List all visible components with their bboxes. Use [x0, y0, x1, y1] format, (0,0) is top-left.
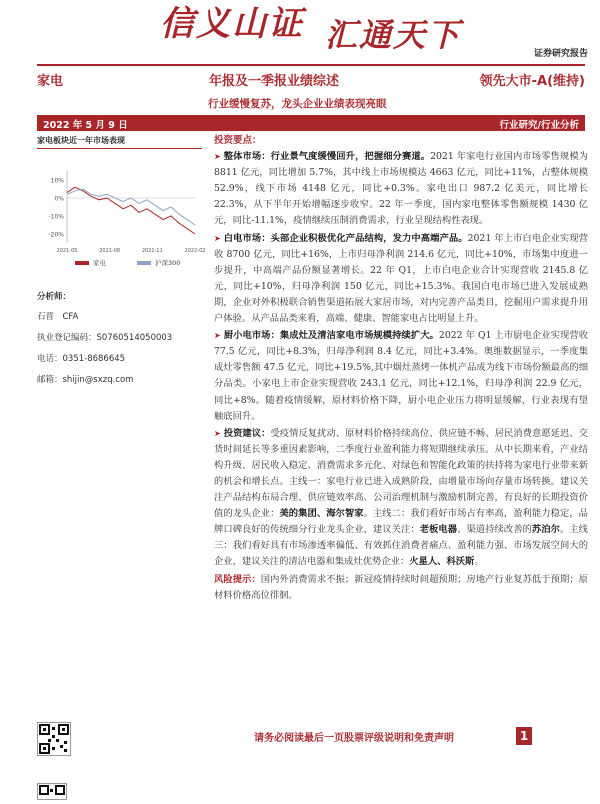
- points-heading: 投资要点：: [214, 135, 262, 146]
- paragraph-lead: 投资建议：: [223, 427, 271, 439]
- date-bar: [37, 115, 585, 131]
- analyst-name: 石晋 CFA: [37, 312, 79, 322]
- x-tick-label: 2021-08: [99, 248, 121, 254]
- arrow-icon: ➤: [214, 428, 221, 438]
- report-category: 行业研究/行业分析: [499, 120, 579, 131]
- x-tick-label: 2021-11: [141, 248, 163, 254]
- qr-code-image-small: [37, 783, 67, 800]
- paragraph-text: 受疫情反复扰动、原材料价格持续高位、供应链不畅、居民消费意愿延迟、交货时间延长等多重因素影响，二季度行业盈利能力将短期继续承压。从中长期来看，产业结构升级、居民收入稳定、消费需求多元化、对绿色和智能化政策的扶持将为家电行业带来新的机会和增长点。主线一：家电行业已进入成熟阶段，由增量市场向存量市场转换。建议关注产品结构布局合理、供应链效率高、公司治理机制与激励机制完善，有良好的长期投资价值的龙头企业：: [214, 427, 588, 520]
- header-divider: [37, 64, 585, 66]
- x-tick-label: 2022-02: [184, 248, 206, 254]
- paragraph-text: 、渠道持续改善的: [457, 524, 532, 536]
- slogan-right: 汇通天下: [325, 16, 462, 54]
- header-banner: [0, 0, 600, 62]
- arrow-icon: ➤: [214, 152, 221, 162]
- paragraph-lead: 厨小电市场：集成灶及清洁家电市场规模持续扩大。: [223, 330, 439, 342]
- qr-code-svg-small: [38, 784, 66, 800]
- paragraph-kitchen-small: [214, 328, 588, 425]
- y-tick-label: -10%: [48, 213, 64, 221]
- y-tick-label: 0%: [54, 195, 64, 203]
- paragraph-text: 2022 年 Q1 上市厨电企业实现营收 77.5 亿元，同比+8.3%，归母净利润 8.4 亿元，同比+3.4%。奥维数据显示，一季度集成灶零售额 47.5 亿元，同比+19.5%,其中烟灶蒸烤一体机产品成为线下市场份额最高的细分品类。小家电上市企业实现营收 243.1 亿元，同比+12.1%，归母净利润 22.9 亿元，同比+8%。随着疫情缓解，原材料价格下降，厨小电企业压力将明显缓解，行业表现有望触底回升。: [214, 330, 588, 422]
- legend-swatch: [137, 261, 151, 265]
- series-line-2: [67, 189, 195, 225]
- market-chart-svg: [37, 165, 206, 285]
- analyst-phone: 电话：0351-8686645: [37, 354, 126, 364]
- stock-names: 火星人、科沃斯: [409, 556, 475, 568]
- y-tick-label: 10%: [50, 177, 64, 185]
- stock-names: 苏泊尔: [531, 524, 560, 536]
- legend-label: 家电: [93, 259, 106, 267]
- report-title: 年报及一季报业绩综述: [209, 74, 340, 89]
- market-chart: [37, 165, 206, 289]
- sector-label: 家电: [37, 74, 64, 89]
- slogan-left: 信义山证: [160, 4, 304, 44]
- paragraph-text: 。主线二：我们看好市场占有率高，盈利能力稳定，品牌口碑良好的传统细分行业龙头企业，建议关注：: [214, 508, 588, 536]
- analyst-cert: 执业登记编码：S0760514050003: [37, 333, 173, 343]
- paragraph-text: 2021 年家电行业国内市场零售规模为 8811 亿元，同比增加 5.7%，其中线上市场规模达 4663 亿元，同比+11%，占整体规模 52.9%，线下市场 4148 亿元，同比+0.3%。家电出口 987.2 亿美元，同比增长 22.3%，从下半年开始增幅逐步收窄。22 年一季度，国内家电整体零售额规模 1430 亿元，同比-11.1%，疫情继续压制消费需求，行业呈现结构性表现。: [214, 151, 588, 227]
- report-date: 2022 年 5 月 9 日: [43, 120, 128, 131]
- paragraph-lead: 整体市场：行业景气度缓慢回升，把握细分赛道。: [223, 151, 431, 163]
- analyst-email[interactable]: 邮箱：shijin@sxzq.com: [37, 375, 134, 385]
- paragraph-lead: 白电市场：头部企业积极优化产品结构，发力中高端产品。: [223, 232, 468, 244]
- rating-label: 领先大市-A(维持): [479, 74, 585, 89]
- document-type: 证券研究报告: [533, 49, 588, 59]
- left-column: [37, 133, 206, 289]
- stock-names: 老板电器: [419, 524, 458, 536]
- paragraph-overall-market: [214, 149, 588, 229]
- report-body: [214, 133, 588, 605]
- paragraph-white-goods: [214, 231, 588, 328]
- arrow-icon: ➤: [214, 233, 221, 243]
- stock-names: 美的集团、海尔智家: [279, 508, 364, 520]
- chart-title: 家电板块近一年市场表现: [37, 133, 202, 149]
- page-number: 1: [516, 727, 532, 745]
- legend-label: 沪深300: [155, 259, 181, 267]
- qr-code-svg: [38, 723, 70, 755]
- arrow-icon: ➤: [214, 331, 221, 341]
- x-tick-label: 2021-05: [56, 248, 78, 254]
- title-row: [37, 70, 585, 90]
- qr-code-image: [37, 722, 71, 756]
- analyst-heading: 分析师：: [37, 292, 72, 302]
- series-line-1: [67, 187, 195, 234]
- paragraph-text: 。主线三：我们看好具有市场渗透率偏低、有效抓住消费者痛点、盈利能力强、市场发展空间大的企业，建议关注的清洁电器和集成灶优势企业：: [214, 524, 588, 568]
- paragraph-text: 。: [474, 556, 484, 568]
- risk-text: 国内外消费需求不振；新冠疫情持续时间超预期；房地产行业复苏低于预期；原材料价格高位徘徊。: [214, 573, 588, 601]
- y-tick-label: -20%: [48, 231, 64, 239]
- disclaimer-note[interactable]: 请务必阅读最后一页股票评级说明和免责声明: [254, 733, 454, 744]
- analyst-info: [37, 290, 212, 394]
- risk-heading: 风险提示：: [214, 573, 261, 585]
- report-subtitle: 行业缓慢复苏，龙头企业业绩表现亮眼: [208, 98, 387, 110]
- paragraph-risk: [214, 572, 588, 604]
- paragraph-text: 2021 年上市白电企业实现营收 8700 亿元，同比+16%，上市归母净利润 214.6 亿元，同比+10%，市场集中度进一步提升，中高端产品份额显著增长。22 年 Q1，上市白电企业合计实现营收 2145.8 亿元，同比+10%，归母净利润 150 亿元，同比+15.3%。我国白电市场已进入发展成熟期，企业对外积极联合销售渠道拓展大家居市场，对内完善产品类目，挖掘用户需求提升用户体验。从产品品类来看，高端、健康、智能家电占比明显上升。: [214, 232, 588, 325]
- paragraph-investment: [214, 426, 588, 571]
- legend-swatch: [75, 261, 89, 265]
